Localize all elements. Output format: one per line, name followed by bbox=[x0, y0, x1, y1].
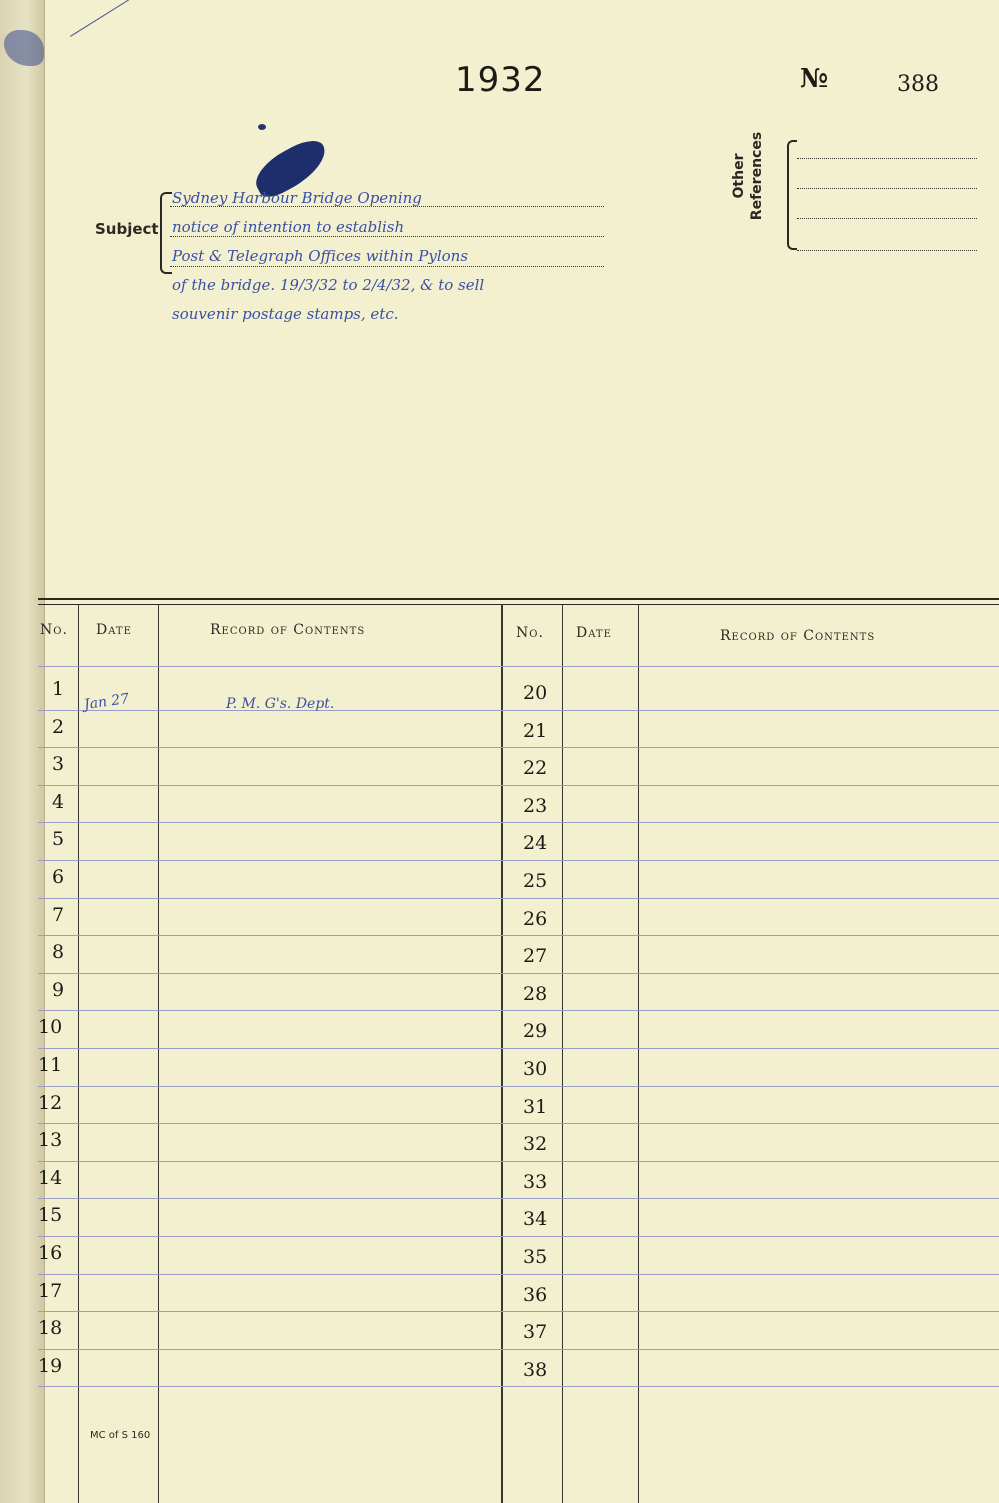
column-divider bbox=[638, 604, 639, 1503]
reference-rule bbox=[797, 158, 977, 159]
row-number-left: 1 bbox=[52, 678, 65, 700]
row-number-right: 31 bbox=[523, 1095, 548, 1118]
row-number-left: 4 bbox=[52, 790, 65, 813]
row-rule bbox=[38, 1086, 999, 1087]
subject-line-1: Sydney Harbour Bridge Opening bbox=[172, 189, 422, 207]
row-number-left: 8 bbox=[52, 941, 65, 964]
row-number-right: 25 bbox=[523, 870, 548, 892]
row-rule bbox=[38, 860, 999, 861]
header-no-left: No. bbox=[40, 622, 68, 638]
header-record-right: Record of Contents bbox=[720, 628, 876, 644]
row-rule bbox=[38, 1274, 999, 1275]
row-number-right: 24 bbox=[523, 832, 548, 855]
row-number-right: 28 bbox=[523, 982, 548, 1005]
row-number-right: 32 bbox=[523, 1133, 548, 1156]
form-code: MC of S 160 bbox=[90, 1430, 151, 1441]
record-table bbox=[38, 598, 999, 1503]
number-label: № bbox=[800, 64, 829, 94]
row-number-right: 22 bbox=[523, 757, 548, 780]
entry-record: P. M. G's. Dept. bbox=[226, 696, 335, 712]
row-number-right: 30 bbox=[523, 1058, 548, 1080]
row-number-left: 3 bbox=[52, 753, 65, 776]
row-number-left: 13 bbox=[38, 1129, 63, 1152]
column-divider bbox=[158, 604, 159, 1503]
subject-line-4: of the bridge. 19/3/32 to 2/4/32, & to sell bbox=[172, 276, 485, 294]
subject-line-2: notice of intention to establish bbox=[172, 218, 405, 236]
row-number-left: 9 bbox=[52, 978, 65, 1001]
row-number-right: 29 bbox=[523, 1020, 548, 1043]
row-rule bbox=[38, 1123, 999, 1124]
row-number-right: 33 bbox=[523, 1170, 548, 1193]
row-rule bbox=[38, 1386, 999, 1387]
header-no-right: No. bbox=[516, 625, 544, 641]
row-rule bbox=[38, 1198, 999, 1199]
row-rule bbox=[38, 898, 999, 899]
header-date-left: Date bbox=[96, 622, 132, 638]
row-number-left: 12 bbox=[38, 1091, 63, 1114]
row-rule bbox=[38, 1048, 999, 1049]
row-number-left: 17 bbox=[38, 1279, 63, 1302]
row-number-right: 34 bbox=[523, 1208, 548, 1231]
row-number-left: 11 bbox=[38, 1054, 63, 1076]
references-brace bbox=[787, 140, 797, 250]
subject-brace bbox=[160, 192, 172, 274]
row-number-left: 5 bbox=[52, 828, 65, 851]
table-top-rule bbox=[38, 598, 999, 600]
row-number-right: 21 bbox=[523, 719, 548, 742]
row-number-left: 2 bbox=[52, 715, 65, 738]
row-number-left: 19 bbox=[38, 1354, 63, 1377]
row-number-right: 36 bbox=[523, 1283, 548, 1306]
row-number-left: 14 bbox=[38, 1166, 63, 1189]
subject-line-5: souvenir postage stamps, etc. bbox=[172, 305, 399, 323]
row-number-right: 20 bbox=[523, 682, 548, 704]
column-divider-center bbox=[501, 604, 503, 1503]
row-number-right: 26 bbox=[523, 907, 548, 930]
row-rule bbox=[38, 822, 999, 823]
row-number-right: 35 bbox=[523, 1246, 548, 1268]
row-rule bbox=[38, 710, 999, 711]
subject-label: Subject bbox=[95, 220, 159, 238]
column-divider bbox=[78, 604, 79, 1503]
reference-rule bbox=[797, 218, 977, 219]
row-rule bbox=[38, 935, 999, 936]
header-rule bbox=[38, 666, 999, 667]
header-record-left: Record of Contents bbox=[210, 622, 366, 638]
row-number-right: 37 bbox=[523, 1321, 548, 1344]
row-number-right: 27 bbox=[523, 945, 548, 968]
row-rule bbox=[38, 1161, 999, 1162]
table-top-rule-inner bbox=[38, 604, 999, 605]
column-divider bbox=[562, 604, 563, 1503]
row-rule bbox=[38, 1349, 999, 1350]
row-number-left: 6 bbox=[52, 866, 65, 888]
row-rule bbox=[38, 1236, 999, 1237]
row-number-left: 15 bbox=[38, 1204, 63, 1227]
reference-rule bbox=[797, 188, 977, 189]
year-title: 1932 bbox=[455, 60, 546, 100]
row-rule bbox=[38, 1010, 999, 1011]
row-rule bbox=[38, 785, 999, 786]
row-rule bbox=[38, 973, 999, 974]
header-date-right: Date bbox=[576, 625, 612, 641]
row-rule bbox=[38, 1311, 999, 1312]
pen-stroke bbox=[70, 0, 155, 37]
entry-date: Jan 27 bbox=[83, 690, 131, 714]
ink-dot bbox=[258, 124, 266, 130]
row-number-left: 7 bbox=[52, 903, 65, 926]
row-number-left: 10 bbox=[38, 1016, 63, 1039]
row-number-left: 16 bbox=[38, 1242, 63, 1264]
subject-handwriting bbox=[172, 184, 612, 329]
file-number: 388 bbox=[897, 72, 939, 97]
row-number-left: 18 bbox=[38, 1317, 63, 1340]
row-rule bbox=[38, 747, 999, 748]
subject-line-3: Post & Telegraph Offices within Pylons bbox=[172, 247, 469, 265]
row-number-right: 23 bbox=[523, 794, 548, 817]
reference-rule bbox=[797, 250, 977, 251]
other-references-label: Other References bbox=[731, 131, 765, 221]
row-number-right: 38 bbox=[523, 1358, 548, 1381]
